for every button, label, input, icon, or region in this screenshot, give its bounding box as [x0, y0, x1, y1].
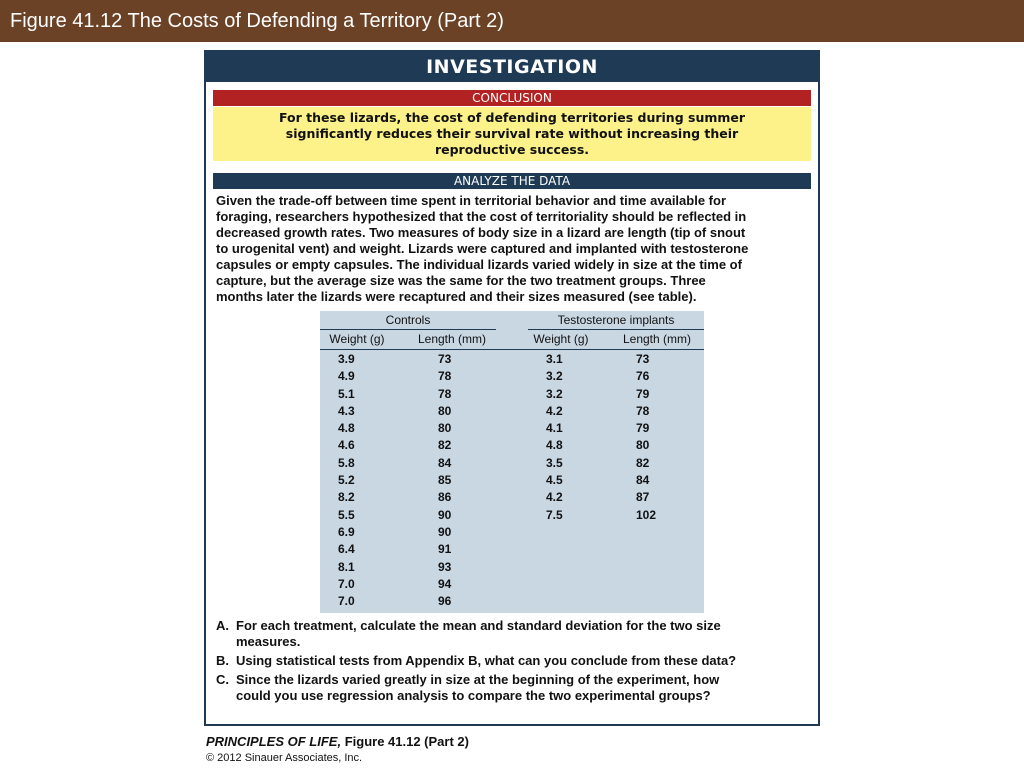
controls-length-cell: 93: [438, 559, 452, 574]
question-letter: B.: [216, 653, 229, 668]
question-line: For each treatment, calculate the mean and standard deviation for the two size: [236, 618, 721, 633]
copyright-notice: © 2012 Sinauer Associates, Inc.: [206, 752, 363, 764]
testosterone-weight-cell: 4.2: [546, 403, 563, 418]
controls-weight-cell: 8.2: [338, 490, 355, 505]
table-row: [320, 559, 704, 576]
analyze-line: capture, but the average size was the same for the two treatment groups. Three: [216, 273, 706, 288]
controls-length-cell: 73: [438, 352, 452, 366]
question-item: [216, 618, 808, 650]
testosterone-weight-cell: 7.5: [546, 507, 563, 522]
table-body: [320, 351, 704, 610]
controls-weight-cell: 3.9: [338, 352, 355, 366]
question-list: [216, 618, 808, 707]
conclusion-line: significantly reduces their survival rate without increasing their: [285, 126, 739, 141]
testosterone-length-header: Length (mm): [622, 332, 692, 346]
controls-weight-cell: 4.9: [338, 369, 355, 384]
testosterone-length-cell: 82: [636, 455, 650, 470]
controls-weight-cell: 5.1: [338, 386, 355, 401]
testosterone-weight-cell: 3.2: [546, 386, 563, 401]
table-row: [320, 437, 704, 454]
testosterone-weight-cell: 3.2: [546, 369, 563, 384]
table-row: [320, 489, 704, 506]
figure-credit: [206, 734, 469, 749]
controls-length-cell: 94: [438, 576, 452, 591]
testosterone-length-cell: 79: [636, 386, 650, 401]
table-row: [320, 351, 704, 368]
table-row: [320, 541, 704, 558]
investigation-header: INVESTIGATION: [206, 52, 818, 82]
controls-weight-cell: 5.2: [338, 473, 355, 488]
conclusion-line: reproductive success.: [434, 142, 590, 157]
controls-length-cell: 78: [438, 386, 452, 401]
controls-length-cell: 90: [438, 524, 452, 539]
question-line: Since the lizards varied greatly in size at the beginning of the experiment, how: [236, 672, 720, 687]
table-row: [320, 403, 704, 420]
testosterone-length-cell: 87: [636, 490, 650, 505]
analyze-line: foraging, researchers hypothesized that the cost of territoriality should be reflected in: [216, 209, 747, 224]
controls-length-cell: 96: [438, 594, 452, 609]
figure-reference: Figure 41.12 (Part 2): [344, 734, 469, 749]
testosterone-weight-cell: 3.1: [546, 352, 563, 366]
testosterone-length-cell: 76: [636, 369, 650, 384]
testosterone-length-cell: 84: [636, 473, 650, 488]
analyze-label: ANALYZE THE DATA: [213, 173, 811, 189]
controls-weight-cell: 7.0: [338, 594, 355, 609]
analyze-line: to urogenital vent) and weight. Lizards were captured and implanted with testosterone: [216, 241, 749, 256]
table-row: [320, 455, 704, 472]
testosterone-weight-cell: 4.2: [546, 490, 563, 505]
question-line: could you use regression analysis to compare the two experimental groups?: [236, 688, 711, 703]
controls-weight-cell: 7.0: [338, 576, 355, 591]
testosterone-length-cell: 73: [636, 352, 650, 366]
testosterone-weight-cell: 4.1: [546, 421, 563, 436]
controls-length-cell: 84: [438, 455, 452, 470]
slide-title: Figure 41.12 The Costs of Defending a Territory (Part 2): [0, 0, 1024, 42]
table-row: [320, 386, 704, 403]
testosterone-length-cell: 102: [636, 507, 657, 522]
controls-length-cell: 86: [438, 490, 452, 505]
table-row: [320, 368, 704, 385]
table-row: [320, 420, 704, 437]
conclusion-label: CONCLUSION: [213, 90, 811, 106]
controls-length-cell: 80: [438, 403, 452, 418]
controls-weight-cell: 5.8: [338, 455, 355, 470]
testosterone-length-cell: 78: [636, 403, 650, 418]
controls-length-cell: 91: [438, 542, 452, 557]
controls-length-cell: 80: [438, 421, 452, 436]
analyze-line: capsules or empty capsules. The individual lizards varied widely in size at the time of: [216, 257, 742, 272]
testosterone-group-header: Testosterone implants: [557, 313, 675, 327]
analyze-line: months later the lizards were recaptured and their sizes measured (see table).: [216, 289, 697, 304]
controls-length-cell: 78: [438, 369, 452, 384]
question-item: [216, 653, 808, 669]
controls-weight-cell: 6.9: [338, 524, 355, 539]
controls-header-rule: [320, 329, 496, 330]
analyze-line: Given the trade-off between time spent in territorial behavior and time available for: [216, 193, 727, 208]
testosterone-header-rule: [528, 329, 704, 330]
controls-weight-cell: 4.6: [338, 438, 355, 453]
table-row: [320, 576, 704, 593]
controls-weight-cell: 8.1: [338, 559, 355, 574]
controls-length-cell: 82: [438, 438, 452, 453]
testosterone-weight-cell: 3.5: [546, 455, 563, 470]
controls-weight-cell: 6.4: [338, 542, 355, 557]
controls-weight-cell: 4.8: [338, 421, 355, 436]
testosterone-weight-header: Weight (g): [533, 332, 589, 346]
question-line: measures.: [236, 634, 301, 649]
controls-length-cell: 85: [438, 473, 452, 488]
investigation-panel: [204, 50, 820, 726]
analyze-paragraph: [216, 193, 808, 305]
question-letter: C.: [216, 672, 229, 687]
conclusion-line: For these lizards, the cost of defending territories during summer: [278, 110, 746, 125]
controls-weight-header: Weight (g): [329, 332, 385, 346]
controls-weight-cell: 4.3: [338, 403, 355, 418]
testosterone-weight-cell: 4.8: [546, 438, 563, 453]
testosterone-length-cell: 79: [636, 421, 650, 436]
controls-weight-cell: 5.5: [338, 507, 355, 522]
controls-group-header: Controls: [385, 313, 431, 327]
lizard-size-table: [320, 311, 704, 613]
table-row: [320, 593, 704, 610]
question-line: Using statistical tests from Appendix B, what can you conclude from these data?: [236, 653, 737, 668]
table-row: [320, 472, 704, 489]
book-title: PRINCIPLES OF LIFE,: [206, 734, 342, 749]
testosterone-weight-cell: 4.5: [546, 473, 563, 488]
controls-length-header: Length (mm): [417, 332, 487, 346]
question-letter: A.: [216, 618, 229, 633]
controls-length-cell: 90: [438, 507, 452, 522]
conclusion-text: [213, 107, 811, 161]
question-item: [216, 672, 808, 704]
table-row: [320, 507, 704, 524]
column-header-rule: [320, 349, 704, 350]
testosterone-length-cell: 80: [636, 438, 650, 453]
table-row: [320, 524, 704, 541]
analyze-line: decreased growth rates. Two measures of body size in a lizard are length (tip of snout: [216, 225, 746, 240]
